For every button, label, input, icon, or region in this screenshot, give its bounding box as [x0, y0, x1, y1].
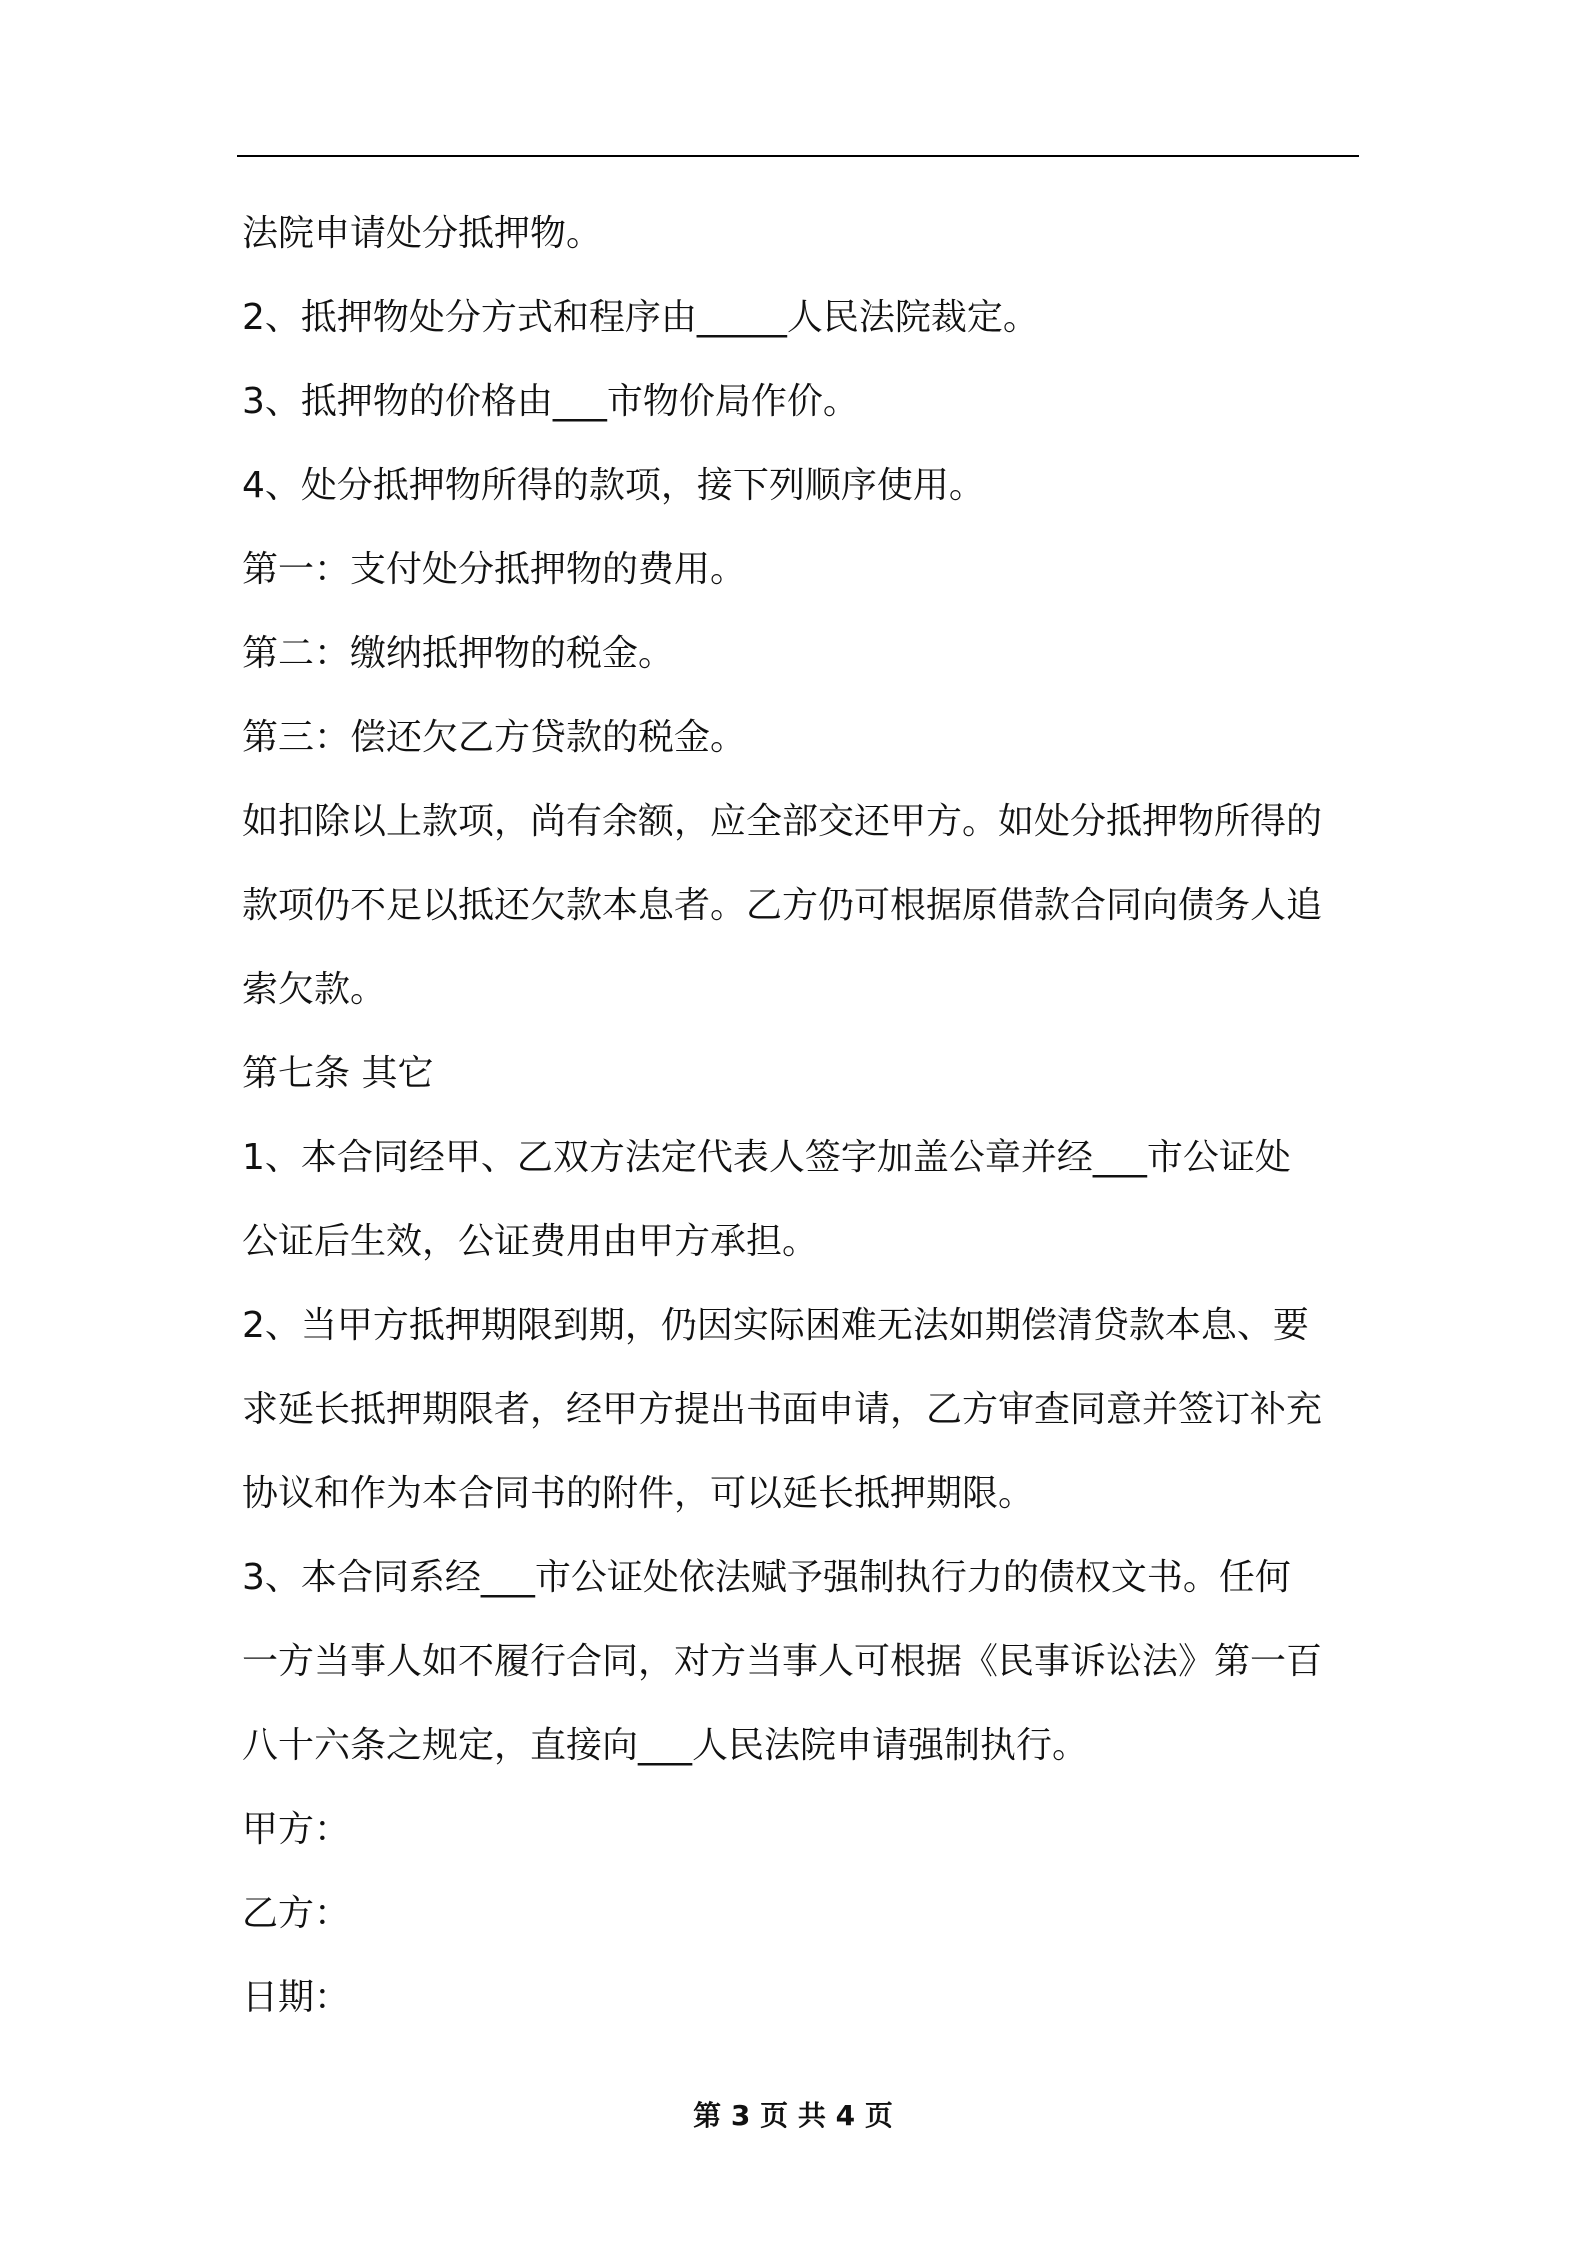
page-number: 第 3 页 共 4 页 [693, 2099, 893, 2132]
header-rule [237, 155, 1359, 157]
section-heading: 第七条 其它 [242, 1053, 434, 1094]
text-line: 第二：缴纳抵押物的税金。 [242, 633, 675, 674]
text-line: 求延长抵押期限者，经甲方提出书面申请，乙方审查同意并签订补充 [242, 1389, 1323, 1430]
text-line: 索欠款。 [242, 969, 387, 1010]
text-line: 3、抵押物的价格由___市物价局作价。 [242, 381, 859, 422]
text-line: 款项仍不足以抵还欠款本息者。乙方仍可根据原借款合同向债务人追 [242, 885, 1323, 926]
text-line: 一方当事人如不履行合同，对方当事人可根据《民事诉讼法》第一百 [242, 1641, 1323, 1682]
document-body [242, 192, 1358, 2040]
party-b-label: 乙方： [242, 1893, 351, 1934]
text-line: 公证后生效，公证费用由甲方承担。 [242, 1221, 819, 1262]
text-line: 第一：支付处分抵押物的费用。 [242, 549, 747, 590]
text-line: 如扣除以上款项，尚有余额，应全部交还甲方。如处分抵押物所得的 [242, 801, 1323, 842]
text-line: 2、当甲方抵押期限到期，仍因实际困难无法如期偿清贷款本息、要 [242, 1305, 1309, 1346]
date-label: 日期： [242, 1977, 351, 2018]
text-line: 2、抵押物处分方式和程序由_____人民法院裁定。 [242, 297, 1039, 338]
text-line: 1、本合同经甲、乙双方法定代表人签字加盖公章并经___市公证处 [242, 1137, 1291, 1178]
text-line: 3、本合同系经___市公证处依法赋予强制执行力的债权文书。任何 [242, 1557, 1291, 1598]
text-line: 法院申请处分抵押物。 [242, 213, 603, 254]
text-line: 第三：偿还欠乙方贷款的税金。 [242, 717, 747, 758]
text-line: 八十六条之规定，直接向___人民法院申请强制执行。 [242, 1725, 1089, 1766]
party-a-label: 甲方： [242, 1809, 351, 1850]
text-line: 4、处分抵押物所得的款项，接下列顺序使用。 [242, 465, 985, 506]
text-line: 协议和作为本合同书的附件，可以延长抵押期限。 [242, 1473, 1035, 1514]
